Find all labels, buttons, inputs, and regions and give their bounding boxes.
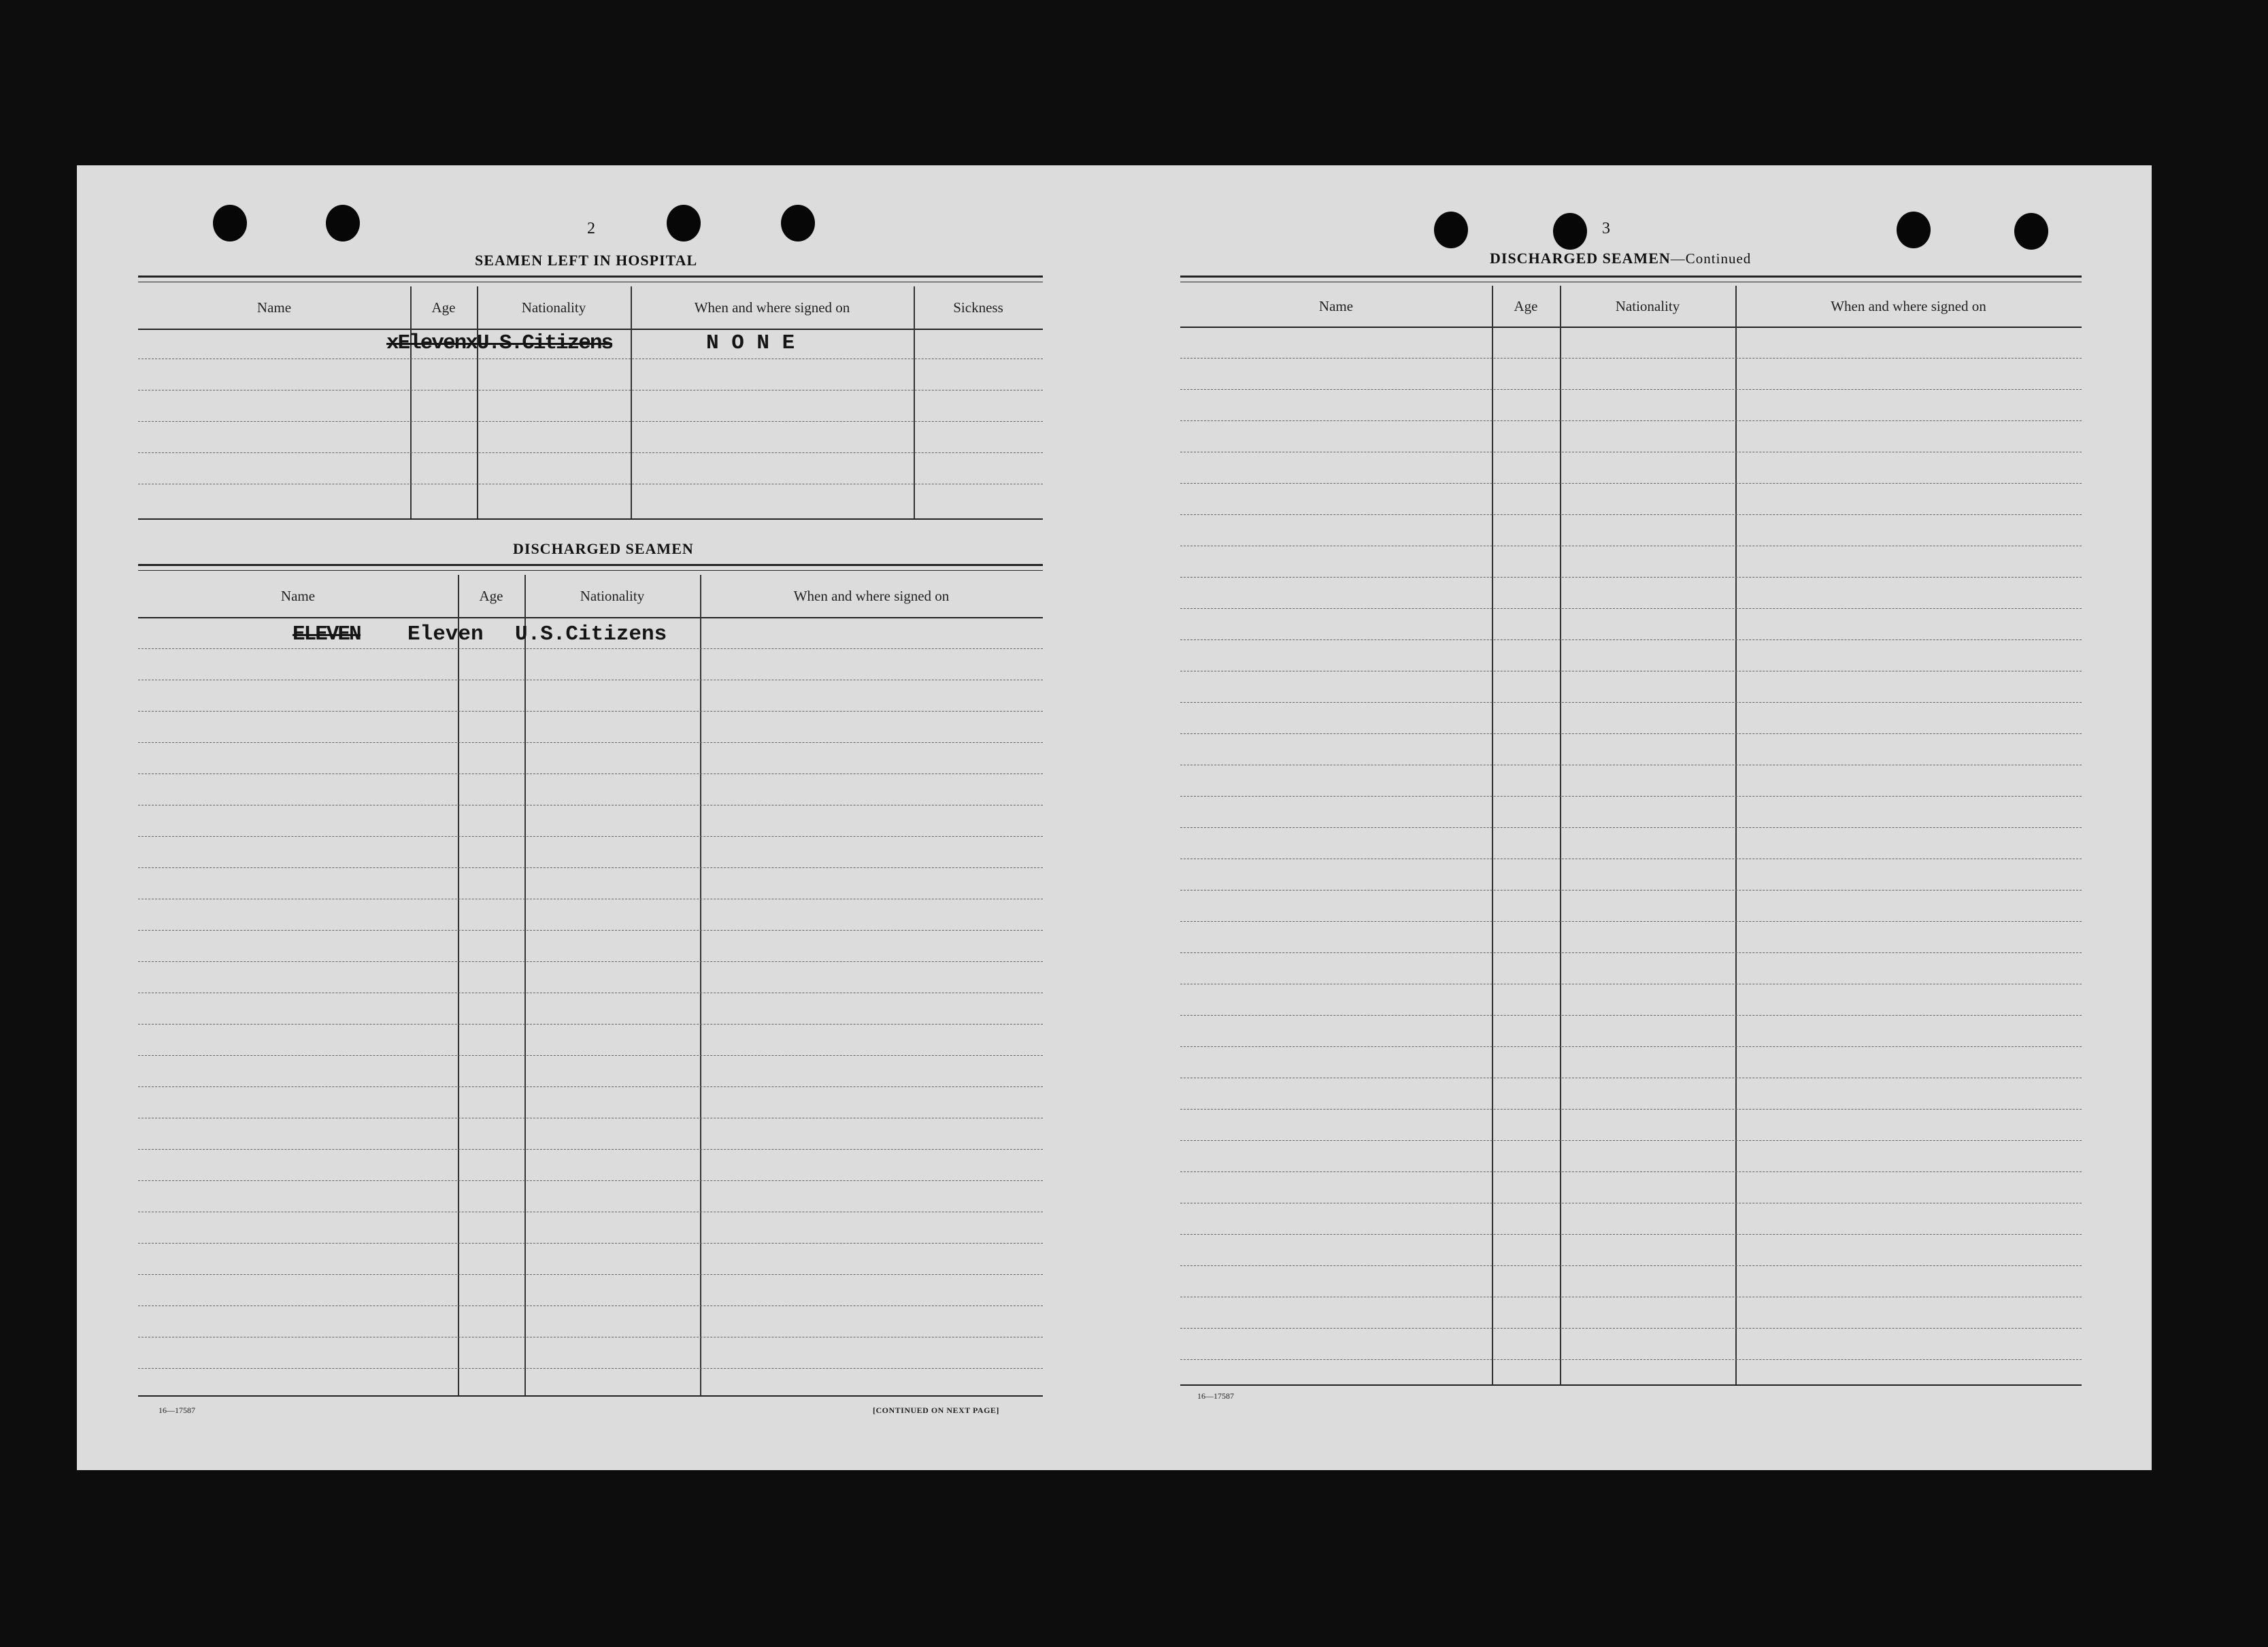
col-nationality: Nationality bbox=[521, 299, 586, 316]
right-page bbox=[1180, 165, 2092, 1470]
ruled-line bbox=[138, 867, 1043, 868]
ruled-line bbox=[138, 1086, 1043, 1087]
form-number: 16—17587 bbox=[159, 1405, 195, 1415]
ruled-line bbox=[138, 930, 1043, 931]
document-sheet bbox=[77, 165, 2152, 1470]
nationality-entry: U.S.Citizens bbox=[515, 622, 667, 646]
ruled-line bbox=[1180, 608, 2082, 609]
ruled-line bbox=[1180, 577, 2082, 578]
ruled-line bbox=[138, 773, 1043, 774]
col-signed-on: When and where signed on bbox=[793, 587, 950, 604]
ruled-line bbox=[1180, 358, 2082, 359]
title-main: DISCHARGED SEAMEN bbox=[1490, 250, 1671, 267]
col-signed-on: When and where signed on bbox=[1831, 297, 1986, 314]
ruled-line bbox=[138, 1180, 1043, 1181]
ruled-line bbox=[1180, 1015, 2082, 1016]
page-number: 2 bbox=[587, 220, 595, 237]
ruled-line bbox=[138, 742, 1043, 743]
ruled-line bbox=[1180, 483, 2082, 484]
ruled-line bbox=[1180, 890, 2082, 891]
ruled-line bbox=[1180, 514, 2082, 515]
ruled-line bbox=[1180, 1234, 2082, 1235]
ruled-line bbox=[138, 1024, 1043, 1025]
title-suffix: —Continued bbox=[1670, 250, 1752, 267]
col-sickness: Sickness bbox=[953, 299, 1003, 316]
ruled-line bbox=[1180, 1328, 2082, 1329]
ruled-line bbox=[138, 1274, 1043, 1275]
ruled-line bbox=[138, 1149, 1043, 1150]
struck-name-entry: ELEVEN bbox=[293, 622, 361, 646]
discharged-continued-table bbox=[1180, 286, 2082, 1386]
col-name: Name bbox=[280, 587, 316, 604]
col-nationality: Nationality bbox=[580, 587, 645, 604]
ruled-line bbox=[1180, 389, 2082, 390]
col-name: Name bbox=[256, 299, 292, 316]
form-number: 16—17587 bbox=[1197, 1391, 1234, 1401]
ruled-line bbox=[138, 961, 1043, 962]
left-page bbox=[138, 165, 1043, 1470]
ruled-line bbox=[1180, 921, 2082, 922]
ruled-line bbox=[1180, 796, 2082, 797]
discharged-table bbox=[138, 575, 1043, 1397]
hospital-entry-none: N O N E bbox=[706, 331, 795, 355]
ruled-line bbox=[1180, 952, 2082, 953]
ruled-line bbox=[138, 836, 1043, 837]
col-name: Name bbox=[1318, 297, 1354, 314]
ruled-line bbox=[138, 1055, 1043, 1056]
ruled-line bbox=[138, 648, 1043, 649]
ruled-line bbox=[1180, 733, 2082, 734]
page-number: 3 bbox=[1602, 220, 1610, 237]
ruled-line bbox=[1180, 1171, 2082, 1172]
ruled-line bbox=[1180, 1140, 2082, 1141]
ruled-line bbox=[1180, 1046, 2082, 1047]
col-age: Age bbox=[431, 299, 456, 316]
continued-note: [CONTINUED ON NEXT PAGE] bbox=[873, 1405, 999, 1415]
struck-hospital-entry: xElevenxU.S.Citizens bbox=[386, 331, 613, 355]
ruled-line bbox=[1180, 1265, 2082, 1266]
col-signed-on: When and where signed on bbox=[694, 299, 850, 316]
hospital-table bbox=[138, 286, 1043, 520]
ruled-line bbox=[138, 1243, 1043, 1244]
ruled-line bbox=[1180, 420, 2082, 421]
hospital-section-title: SEAMEN LEFT IN HOSPITAL bbox=[475, 252, 698, 269]
ruled-line bbox=[1180, 639, 2082, 640]
ruled-line bbox=[138, 711, 1043, 712]
discharged-section-title: DISCHARGED SEAMEN bbox=[513, 540, 694, 557]
name-entry: Eleven bbox=[407, 622, 484, 646]
double-rule bbox=[138, 564, 1043, 571]
discharged-continued-title bbox=[1490, 250, 1751, 267]
ruled-line bbox=[138, 1305, 1043, 1306]
ruled-line bbox=[1180, 1359, 2082, 1360]
col-age: Age bbox=[479, 587, 503, 604]
ruled-line bbox=[1180, 1109, 2082, 1110]
col-nationality: Nationality bbox=[1615, 297, 1680, 314]
double-rule bbox=[138, 276, 1043, 282]
ruled-line bbox=[1180, 702, 2082, 703]
double-rule bbox=[1180, 276, 2082, 282]
ruled-line bbox=[1180, 827, 2082, 828]
ruled-line bbox=[138, 1368, 1043, 1369]
col-age: Age bbox=[1514, 297, 1538, 314]
